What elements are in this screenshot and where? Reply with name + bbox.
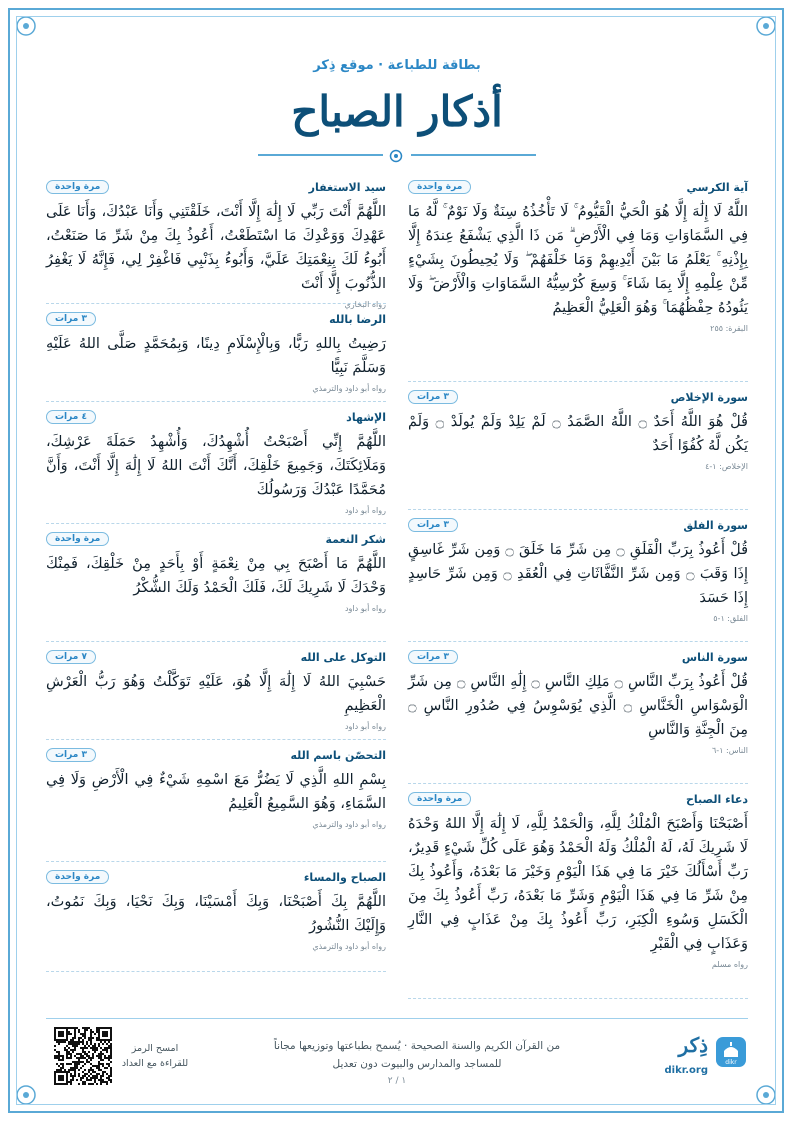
dhikr-source: رواه أبو داود والترمذي [312, 942, 386, 951]
dhikr-source: رواه أبو داود [344, 722, 386, 731]
dhikr-card [408, 172, 748, 382]
dhikr-text: رَضِيتُ بِاللهِ رَبًّا، وَبِالْإِسْلَامِ دِينًا، وَبِمُحَمَّدٍ صَلَّى اللهُ عَلَيْهِ وَسَلَّمَ نَبِيًّا [46, 336, 386, 376]
dhikr-text: قُلْ أَعُوذُ بِرَبِّ النَّاسِ ۝ مَلِكِ النَّاسِ ۝ إِلَٰهِ النَّاسِ ۝ مِن شَرِّ الْوَسْوَاسِ الْخَنَّاسِ ۝ الَّذِي يُوَسْوِسُ فِي صُدُورِ النَّاسِ ۝ مِنَ الْجِنَّةِ وَالنَّاسِ [408, 674, 748, 738]
dhikr-text: اللَّهُمَّ أَنْتَ رَبِّي لَا إِلَٰهَ إِلَّا أَنْتَ، خَلَقْتَنِي وَأَنَا عَبْدُكَ، وَأَنَا عَلَى عَهْدِكَ وَوَعْدِكَ مَا اسْتَطَعْتُ، أَعُوذُ بِكَ مِنْ شَرِّ مَا صَنَعْتُ، أَبُوءُ لَكَ بِنِعْمَتِكَ عَلَيَّ، وَأَبُوءُ بِذَنْبِي فَاغْفِرْ لِي، فَإِنَّهُ لَا يَغْفِرُ الذُّنُوبَ إِلَّا أَنْتَ [46, 204, 386, 292]
page-title: أذكار الصباح [291, 87, 503, 136]
page-subtitle: بطاقة للطباعة · موقع ذِكر [313, 58, 481, 73]
qr-caption-line-2: للقراءة مع العداد [121, 1058, 189, 1069]
dhikr-title: سورة الإخلاص [670, 390, 748, 404]
dhikr-card [408, 382, 748, 510]
repeat-count-badge: مرة واحدة [46, 180, 109, 194]
repeat-count-badge: ٣ مرات [408, 650, 458, 664]
dhikr-text: بِسْمِ اللهِ الَّذِي لَا يَضُرُّ مَعَ اسْمِهِ شَيْءٌ فِي الْأَرْضِ وَلَا فِي السَّمَاءِ، وَهُوَ السَّمِيعُ الْعَلِيمُ [46, 772, 386, 812]
dhikr-source: رواه البخاري [344, 300, 386, 309]
logo-url[interactable]: dikr.org [664, 1065, 708, 1076]
dhikr-text: أَصْبَحْنَا وَأَصْبَحَ الْمُلْكُ لِلَّهِ، وَالْحَمْدُ لِلَّهِ، لَا إِلَٰهَ إِلَّا اللهُ وَحْدَهُ لَا شَرِيكَ لَهُ، لَهُ الْمُلْكُ وَلَهُ الْحَمْدُ وَهُوَ عَلَى كُلِّ شَيْءٍ قَدِيرٌ، رَبِّ أَسْأَلُكَ خَيْرَ مَا فِي هَذَا الْيَوْمِ وَخَيْرَ مَا بَعْدَهُ، وَأَعُوذُ بِكَ مِنْ شَرِّ مَا فِي هَذَا الْيَوْمِ وَشَرِّ مَا بَعْدَهُ، رَبِّ أَعُوذُ بِكَ مِنَ الْكَسَلِ وَسُوءِ الْكِبَرِ، رَبِّ أَعُوذُ بِكَ مِنْ عَذَابٍ فِي النَّارِ وَعَذَابٍ فِي الْقَبْرِ [408, 816, 748, 952]
dhikr-text: اللَّهُمَّ بِكَ أَصْبَحْنَا، وَبِكَ أَمْسَيْنَا، وَبِكَ نَحْيَا، وَبِكَ نَمُوتُ، وَإِلَيْكَ النُّشُورُ [46, 894, 386, 934]
repeat-count-badge: ٤ مرات [46, 410, 96, 424]
dhikr-title: آية الكرسي [686, 180, 748, 194]
dhikr-title: سورة الفلق [683, 518, 748, 532]
repeat-count-badge: ٣ مرات [408, 518, 458, 532]
dhikr-text: اللَّهُمَّ مَا أَصْبَحَ بِي مِنْ نِعْمَةٍ أَوْ بِأَحَدٍ مِنْ خَلْقِكَ، فَمِنْكَ وَحْدَكَ لَا شَرِيكَ لَكَ، فَلَكَ الْحَمْدُ وَلَكَ الشُّكْرُ [46, 556, 386, 596]
dhikr-source: رواه أبو داود والترمذي [312, 384, 386, 393]
repeat-count-badge: مرة واحدة [46, 870, 109, 884]
dhikr-card [46, 402, 386, 524]
dhikr-source: رواه أبو داود [344, 506, 386, 515]
right-column [408, 172, 748, 999]
footer-line-2: للمساجد والمدارس والبيوت دون تعديل [332, 1058, 502, 1070]
mosque-icon [716, 1037, 746, 1067]
page-footer [46, 1018, 748, 1091]
dhikr-title: الإشهاد [346, 410, 386, 424]
left-column [46, 172, 386, 972]
repeat-count-badge: ٧ مرات [46, 650, 96, 664]
dhikr-source: الفلق: ١-٥ [713, 614, 748, 623]
dhikr-card [46, 740, 386, 862]
page-header [0, 56, 794, 142]
dhikr-title: الصباح والمساء [303, 870, 386, 884]
dhikr-text: قُلْ هُوَ اللَّهُ أَحَدٌ ۝ اللَّهُ الصَّمَدُ ۝ لَمْ يَلِدْ وَلَمْ يُولَدْ ۝ وَلَمْ يَكُن لَّهُ كُفُوًا أَحَدٌ [408, 414, 748, 454]
dhikr-title: سيد الاستغفار [308, 180, 386, 194]
svg-text:dikr: dikr [725, 1059, 737, 1066]
qr-caption-line-1: امسح الرمز [131, 1043, 179, 1054]
dhikr-source: الناس: ١-٦ [712, 746, 748, 755]
dhikr-title: التوكل على الله [300, 650, 386, 664]
dhikr-text: اللَّهُمَّ إِنِّي أَصْبَحْتُ أُشْهِدُكَ، وَأُشْهِدُ حَمَلَةَ عَرْشِكَ، وَمَلَائِكَتَكَ، وَجَمِيعَ خَلْقِكَ، أَنَّكَ أَنْتَ اللهُ لَا إِلَٰهَ إِلَّا أَنْتَ، وَأَنَّ مُحَمَّدًا عَبْدُكَ وَرَسُولُكَ [46, 434, 386, 498]
dhikr-text: قُلْ أَعُوذُ بِرَبِّ الْفَلَقِ ۝ مِن شَرِّ مَا خَلَقَ ۝ وَمِن شَرِّ غَاسِقٍ إِذَا وَقَبَ ۝ وَمِن شَرِّ النَّفَّاثَاتِ فِي الْعُقَدِ ۝ وَمِن شَرِّ حَاسِدٍ إِذَا حَسَدَ [408, 542, 748, 606]
dhikr-source: البقرة: ٢٥٥ [710, 324, 748, 333]
dhikr-card [46, 172, 386, 309]
repeat-count-badge: مرة واحدة [408, 792, 471, 806]
dhikr-source: رواه أبو داود والترمذي [312, 820, 386, 829]
dhikr-card [408, 784, 748, 999]
dhikr-card [46, 642, 386, 740]
dhikr-title: التحصّن باسم الله [290, 748, 386, 762]
dhikr-source: الإخلاص: ١-٤ [705, 462, 748, 471]
repeat-count-badge: مرة واحدة [408, 180, 471, 194]
repeat-count-badge: ٣ مرات [408, 390, 458, 404]
dhikr-card [46, 524, 386, 642]
dhikr-card [46, 862, 386, 972]
divider-ornament-icon [389, 148, 403, 162]
qr-code-icon[interactable] [54, 1027, 112, 1085]
dhikr-title: شكر النعمة [325, 532, 386, 546]
dhikr-title: دعاء الصباح [685, 792, 748, 806]
dhikr-text: اللَّهُ لَا إِلَٰهَ إِلَّا هُوَ الْحَيُّ الْقَيُّومُ ۚ لَا تَأْخُذُهُ سِنَةٌ وَلَا نَوْمٌ ۚ لَّهُ مَا فِي السَّمَاوَاتِ وَمَا فِي الْأَرْضِ ۗ مَن ذَا الَّذِي يَشْفَعُ عِندَهُ إِلَّا بِإِذْنِهِ ۚ يَعْلَمُ مَا بَيْنَ أَيْدِيهِمْ وَمَا خَلْفَهُمْ ۖ وَلَا يُحِيطُونَ بِشَيْءٍ مِّنْ عِلْمِهِ إِلَّا بِمَا شَاءَ ۚ وَسِعَ كُرْسِيُّهُ السَّمَاوَاتِ وَالْأَرْضَ ۖ وَلَا يَئُودُهُ حِفْظُهُمَا ۚ وَهُوَ الْعَلِيُّ الْعَظِيمُ [408, 204, 748, 316]
dhikr-title: الرضا بالله [329, 312, 386, 326]
footer-note [206, 1037, 628, 1073]
dhikr-card [46, 304, 386, 402]
dhikr-card [408, 510, 748, 642]
footer-line-1: من القرآن الكريم والسنة الصحيحة · يُسمح بطباعتها وتوزيعها مجاناً [273, 1040, 561, 1052]
dhikr-source: رواه مسلم [711, 960, 748, 969]
dhikr-text: حَسْبِيَ اللهُ لَا إِلَٰهَ إِلَّا هُوَ، عَلَيْهِ تَوَكَّلْتُ وَهُوَ رَبُّ الْعَرْشِ الْعَظِيمِ [46, 674, 386, 714]
page-number: ١ / ٢ [387, 1076, 407, 1086]
repeat-count-badge: ٣ مرات [46, 748, 96, 762]
dhikr-source: رواه أبو داود [344, 604, 386, 613]
qr-caption [120, 1041, 190, 1071]
dhikr-card [408, 642, 748, 784]
dhikr-title: سورة الناس [681, 650, 748, 664]
repeat-count-badge: مرة واحدة [46, 532, 109, 546]
title-divider [258, 148, 536, 162]
repeat-count-badge: ٣ مرات [46, 312, 96, 326]
logo-name: ذِكر [678, 1033, 708, 1057]
